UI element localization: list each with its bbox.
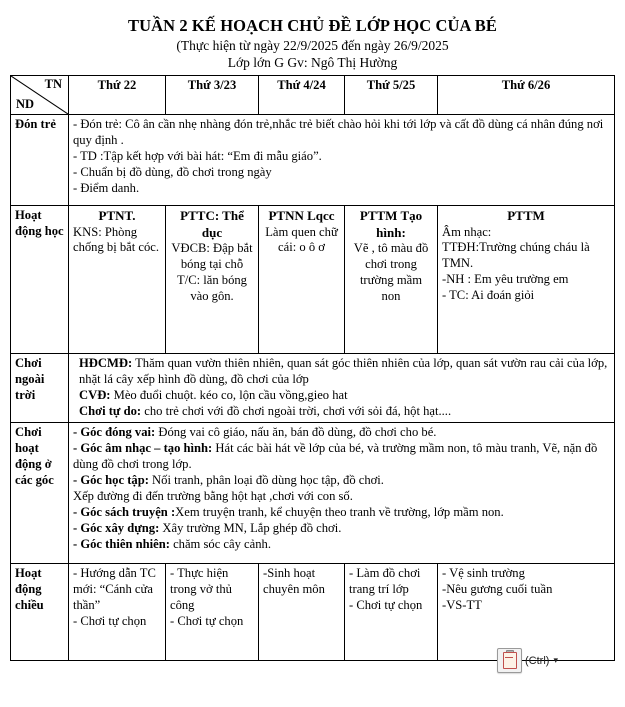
cell-hdh-tue-heading: PTTC: Thể dục bbox=[180, 208, 244, 240]
weekly-plan-table bbox=[10, 75, 615, 661]
table-row-hoat-dong-chieu bbox=[11, 564, 615, 661]
chg-line-7 bbox=[73, 537, 610, 553]
row-content-don-tre bbox=[69, 115, 615, 206]
chevron-down-icon[interactable]: ▾ bbox=[553, 655, 558, 665]
cnt-line-3 bbox=[79, 404, 610, 420]
cell-hdh-mon bbox=[69, 206, 166, 354]
cell-hdc-mon-line-1: - Hướng dẫn TC mới: “Cánh cửa thần” bbox=[73, 566, 156, 612]
don-tre-line-4: - Điểm danh. bbox=[73, 180, 140, 195]
chg-lead-3: - Góc học tập: bbox=[73, 472, 149, 487]
cell-hdh-wed-line-1: Làm quen chữ cái: o ô ơ bbox=[265, 224, 338, 255]
cell-hdh-mon-heading: PTNT. bbox=[98, 208, 136, 223]
chg-lead-1: - Góc đóng vai: bbox=[73, 425, 156, 439]
chg-text-6: Xây trường MN, Lắp ghép đồ chơi. bbox=[159, 520, 342, 535]
cell-hdh-fri-line-3: -NH : Em yêu trường em bbox=[442, 272, 569, 287]
column-header-mon: Thứ 22 bbox=[69, 76, 166, 115]
row-label-hoat-dong-chieu: Hoạt động chiều bbox=[11, 564, 69, 661]
cnt-text-2: Mèo đuổi chuột. kéo co, lộn cầu vồng,gieo hat bbox=[110, 387, 348, 402]
cnt-text-3: cho trẻ chơi với đồ chơi ngoài trời, chơi với sỏi đá, hột hạt.... bbox=[141, 403, 452, 418]
table-header-row bbox=[11, 76, 615, 115]
chg-lead-2: - Góc âm nhạc – tạo hình: bbox=[73, 440, 213, 455]
cell-hdh-thu-heading: PTTM Tạo hình: bbox=[359, 208, 423, 240]
cell-hdc-tue-line-2: - Chơi tự chọn bbox=[170, 613, 244, 628]
don-tre-line-3: - Chuẩn bị đồ dùng, đồ chơi trong ngày bbox=[73, 164, 272, 179]
chg-text-3: Nối tranh, phân loại đồ dùng học tập, đồ chơi. bbox=[148, 472, 384, 487]
cell-hdh-tue-line-2: T/C: lăn bóng vào gôn. bbox=[177, 272, 247, 303]
chg-line-5 bbox=[73, 505, 610, 521]
corner-cell bbox=[11, 76, 69, 115]
row-label-hoat-dong-hoc: Hoạt động học bbox=[11, 206, 69, 354]
page-subtitle: (Thực hiện từ ngày 22/9/2025 đến ngày 26/9/2025 bbox=[176, 38, 449, 53]
cell-hdc-fri-line-2: -Nêu gương cuối tuần bbox=[442, 581, 553, 596]
page-title: TUẦN 2 KẾ HOẠCH CHỦ ĐỀ LỚP HỌC CỦA BÉ bbox=[127, 16, 498, 35]
cnt-lead-2: CVĐ: bbox=[79, 387, 111, 402]
column-header-fri: Thứ 6/26 bbox=[438, 76, 615, 115]
cell-hdc-thu-line-1: - Làm đồ chơi trang trí lớp bbox=[349, 566, 421, 596]
cell-hdc-fri-line-1: - Vệ sinh trường bbox=[442, 566, 525, 580]
table-row-hoat-dong-hoc bbox=[11, 206, 615, 354]
cell-hdh-fri-line-4: - TC: Ai đoán giỏi bbox=[442, 288, 535, 303]
corner-label-nd: ND bbox=[16, 97, 35, 112]
don-tre-line-1: - Đón trẻ: Cô ân cần nhẹ nhàng đón trẻ,nhắc trẻ biết chào hỏi khi tới lớp và cất đồ dùng cá nhân đúng nơi quy định . bbox=[73, 117, 604, 147]
row-label-choi-ngoai-troi: Chơi ngoài trời bbox=[11, 354, 69, 423]
paste-options-label: (Ctrl) bbox=[525, 654, 550, 667]
chg-lead-5: - Góc sách truyện : bbox=[73, 504, 176, 519]
chg-line-3 bbox=[73, 473, 610, 489]
cell-hdh-wed bbox=[259, 206, 345, 354]
row-label-choi-hoat-dong-goc: Chơi hoạt động ở các góc bbox=[11, 423, 69, 564]
clipboard-lines-icon bbox=[505, 657, 513, 658]
page-subtitle-class: Lớp lớn G Gv: Ngô Thị Hường bbox=[227, 55, 398, 70]
clipboard-body-icon bbox=[503, 652, 517, 669]
cell-hdc-tue bbox=[166, 564, 259, 661]
cell-hdh-tue-line-1: VĐCB: Đập bắt bóng tại chỗ bbox=[171, 241, 253, 271]
chg-line-6 bbox=[73, 521, 610, 537]
cell-hdc-thu-line-2: - Chơi tự chọn bbox=[349, 597, 423, 612]
cell-hdh-tue bbox=[166, 206, 259, 354]
cell-hdc-fri bbox=[438, 564, 615, 661]
chg-text-2: Hát các bài hát về lớp của bé, và trường mầm non, tô màu tranh, Vẽ, nặn đồ dùng đồ chơi trong lớp. bbox=[73, 440, 598, 471]
paste-options-widget[interactable] bbox=[497, 648, 558, 673]
cell-hdc-mon-line-2: - Chơi tự chọn bbox=[73, 613, 147, 628]
clipboard-paste-icon[interactable] bbox=[497, 648, 522, 673]
row-content-choi-ngoai-troi bbox=[69, 354, 615, 423]
don-tre-line-2: - TD :Tập kết hợp với bài hát: “Em đi mẫu giáo”. bbox=[73, 148, 322, 163]
cnt-lead-3: Chơi tự do: bbox=[79, 403, 142, 418]
row-label-don-tre: Đón trẻ bbox=[11, 115, 69, 206]
cell-hdh-fri-line-1: Âm nhạc: bbox=[442, 224, 492, 239]
table-row-don-tre bbox=[11, 115, 615, 206]
corner-label-tn: TN bbox=[44, 77, 62, 91]
cnt-line-2 bbox=[79, 388, 610, 404]
column-header-wed: Thứ 4/24 bbox=[259, 76, 345, 115]
cell-hdh-thu-line-1: Vẽ , tô màu đồ chơi trong trường mầm non bbox=[353, 241, 429, 303]
cell-hdh-fri-line-2: TTĐH:Trường chúng cháu là TMN. bbox=[442, 240, 590, 271]
table-row-choi-ngoai-troi bbox=[11, 354, 615, 423]
chg-text-1: Đóng vai cô giáo, nấu ăn, bán đồ dùng, đồ chơi cho bé. bbox=[155, 425, 437, 439]
cell-hdh-thu bbox=[345, 206, 438, 354]
row-content-choi-hoat-dong-goc bbox=[69, 423, 615, 564]
chg-text-5: Xem truyện tranh, kể chuyện theo tranh về trường, lớp mầm non. bbox=[175, 504, 504, 519]
cell-hdh-mon-line-1: KNS: Phòng chống bị bắt cóc. bbox=[73, 224, 160, 255]
chg-lead-7: - Góc thiên nhiên: bbox=[73, 536, 170, 551]
chg-line-1 bbox=[73, 425, 610, 441]
table-row-choi-hoat-dong-goc bbox=[11, 423, 615, 564]
cell-hdh-wed-heading: PTNN Lqcc bbox=[268, 208, 335, 223]
column-header-tue: Thứ 3/23 bbox=[166, 76, 259, 115]
cell-hdc-wed-line-1: -Sinh hoạt chuyên môn bbox=[263, 566, 325, 596]
chg-text-7: chăm sóc cây cảnh. bbox=[169, 536, 271, 551]
chg-lead-6: - Góc xây dựng: bbox=[73, 520, 160, 535]
cell-hdc-thu bbox=[345, 564, 438, 661]
cnt-line-1 bbox=[79, 356, 610, 388]
cell-hdh-fri-heading: PTTM bbox=[507, 208, 545, 223]
cell-hdc-mon bbox=[69, 564, 166, 661]
cell-hdc-fri-line-3: -VS-TT bbox=[442, 597, 482, 612]
cnt-lead-1: HĐCMĐ: bbox=[79, 356, 133, 370]
chg-line-4: Xếp đường đi đến trường bằng hột hạt ,chơi với con số. bbox=[73, 488, 353, 503]
cnt-text-1: Thăm quan vườn thiên nhiên, quan sát góc thiên nhiên của lớp, quan sát vườn rau cải của lớp, nhặt lá cây xếp hình đồ dùng, đồ chơi của lớp bbox=[79, 356, 608, 386]
cell-hdh-fri bbox=[438, 206, 615, 354]
cell-hdc-tue-line-1: - Thực hiện trong vở thủ công bbox=[170, 566, 232, 612]
chg-line-2 bbox=[73, 441, 610, 473]
column-header-thu: Thứ 5/25 bbox=[345, 76, 438, 115]
cell-hdc-wed bbox=[259, 564, 345, 661]
